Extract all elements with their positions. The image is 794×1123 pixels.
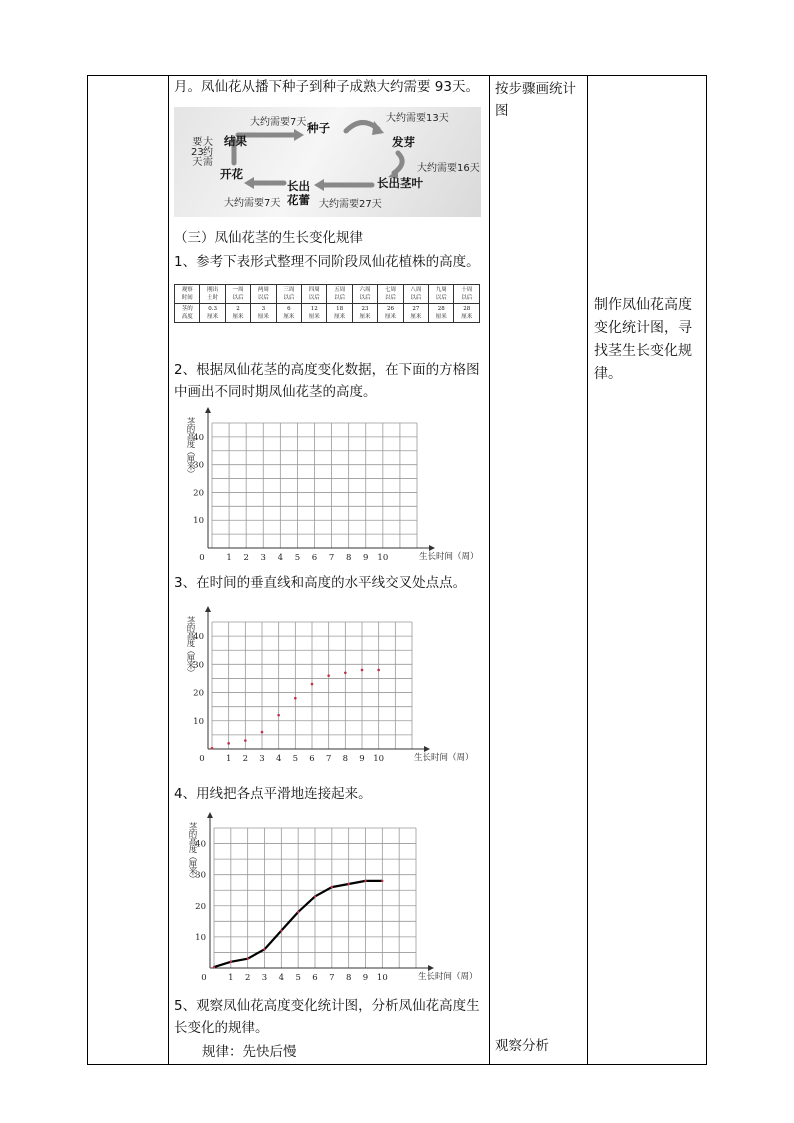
x-axis-arrow [429,545,435,551]
intro-line: 月。凤仙花从播下种子到种子成熟大约需要 93天。 [174,79,479,95]
stage-sprout: 发芽 [392,135,415,149]
data-point [244,739,247,742]
data-point [280,929,282,931]
table-cell-time-1: 刚出 土时 [200,285,225,304]
y-tick-label: 10 [193,516,204,527]
data-point [377,669,380,672]
x-tick-label: 3 [261,973,268,983]
x-tick-label: 10 [373,754,385,764]
x-tick-label: 10 [376,973,388,983]
data-point [327,674,330,677]
duration-sprout-stem: 大约需要16天 [417,163,480,174]
y-axis-label: 茎的高度（厘米） [185,616,195,676]
y-tick-label: 30 [193,460,204,471]
x-tick-label: 1 [225,754,232,764]
table-cell-time-7: 六周 以后 [352,285,377,304]
x-tick-label: 3 [259,754,265,764]
x-tick-label: 5 [294,553,301,563]
chart-empty-grid [180,408,480,563]
data-point [263,948,265,950]
table-cell-height-1: 0.3 厘米 [200,304,225,323]
table-cell-height-4: 6 厘米 [276,304,301,323]
y-axis-label: 茎的高度（厘米） [185,417,195,477]
y-tick-label: 40 [195,839,206,850]
x-tick-label: 6 [311,553,318,563]
x-axis-label: 生长时间（周） [414,753,474,763]
data-point [381,880,383,882]
duration-stem-bud: 大约需要27天 [319,199,382,210]
data-point [314,895,316,897]
x-tick-label: 7 [325,754,332,764]
arrow-sprout-stem [394,153,402,173]
table-cell-height-3: 3 厘米 [251,304,276,323]
data-point [261,731,264,734]
step5-text: 5、观察凤仙花高度变化统计图，分析凤仙花高度生长变化的规律。 [174,998,480,1036]
table-cell-time-3: 两周 以后 [251,285,276,304]
step2-text: 2、根据凤仙花茎的高度变化数据，在下面的方格图中画出不同时期凤仙花茎的高度。 [174,362,480,400]
x-tick-label: 10 [377,553,389,563]
table-cell-height-2: 2 厘米 [225,304,250,323]
table-cell-height-8: 26 厘米 [378,304,403,323]
data-point [331,886,333,888]
data-point [227,742,230,745]
table-col-empty [87,75,169,1065]
y-tick-label: 30 [195,870,206,881]
x-tick-label: 8 [345,973,352,983]
table-cell-time-8: 七周 以后 [378,285,403,304]
data-point [211,747,214,750]
table-cell-time-10: 九周 以后 [429,285,454,304]
x-tick-label: 0 [201,973,207,983]
table-row-height [175,304,480,323]
data-point [344,672,347,675]
x-tick-label: 2 [244,973,251,983]
stage-seed: 种子 [307,121,330,135]
duration-seed-sprout: 大约需要13天 [386,113,449,124]
x-axis-arrow [428,965,434,971]
x-tick-label: 5 [295,973,301,983]
rule-text: 规律：先快后慢 [202,1044,297,1060]
table-col-intent [587,75,707,1065]
stage-fruit: 结果 [224,134,247,148]
y-tick-label: 20 [193,488,204,499]
y-tick-label: 20 [193,688,204,699]
table-cell-height-0: 茎的 高度 [175,304,200,323]
data-point [311,683,314,686]
y-axis-arrow [207,812,213,818]
x-tick-label: 7 [328,553,335,563]
x-axis-arrow [424,746,430,752]
x-tick-label: 2 [242,754,249,764]
x-tick-label: 8 [345,553,352,563]
duration-flower-fruit-b: 大 约 需 [203,137,213,168]
step1-text: 1、参考下表形式整理不同阶段凤仙花植株的高度。 [174,254,480,270]
chart-line [180,810,480,983]
data-point [297,911,299,913]
x-tick-label: 1 [226,553,232,563]
table-cell-height-7: 23 厘米 [352,304,377,323]
x-tick-label: 9 [363,553,369,563]
x-tick-label: 1 [228,973,234,983]
table-cell-height-10: 28 厘米 [429,304,454,323]
step4-text: 4、用线把各点平滑地连接起来。 [174,786,372,802]
y-tick-label: 30 [193,660,204,671]
height-table [174,284,480,323]
data-point [364,880,366,882]
table-cell-time-4: 三周 以后 [276,285,301,304]
life-cycle-figure [174,107,481,217]
stage-flower: 开花 [220,167,243,181]
table-cell-time-9: 八周 以后 [403,285,428,304]
x-tick-label: 2 [243,553,249,563]
y-axis-label: 茎的高度（厘米） [187,822,197,882]
stage-bud: 长出 花蕾 [287,179,310,207]
table-row-time [175,285,480,304]
x-tick-label: 4 [277,553,284,563]
table-cell-time-11: 十周 以后 [454,285,480,304]
x-tick-label: 6 [312,973,318,983]
table-col-method [489,75,588,1065]
table-cell-time-2: 一周 以后 [225,285,250,304]
x-tick-label: 9 [362,973,369,983]
step3-text: 3、在时间的垂直线和高度的水平线交叉处点点。 [174,575,467,591]
x-axis-label: 生长时间（周） [418,972,478,982]
data-point [230,961,232,963]
y-tick-label: 40 [193,432,204,443]
y-tick-label: 10 [193,716,204,727]
y-axis-arrow [205,606,211,612]
duration-fruit-seed: 大约需要7天 [250,117,307,128]
x-tick-label: 3 [260,553,266,563]
table-cell-time-6: 五周 以后 [327,285,352,304]
table-cell-height-5: 12 厘米 [302,304,327,323]
stage-stem-leaf: 长出茎叶 [377,176,423,190]
x-tick-label: 0 [199,553,205,563]
x-tick-label: 4 [275,754,282,764]
x-tick-label: 5 [292,754,299,764]
data-point [277,714,280,717]
data-point [361,669,364,672]
section3-title: （三）凤仙花茎的生长变化规律 [174,230,363,246]
duration-bud-flower: 大约需要7天 [224,198,281,209]
y-tick-label: 20 [195,901,206,912]
data-point [246,957,248,959]
table-cell-height-9: 27 厘米 [403,304,428,323]
method-top: 按步骤画统计图 [495,81,576,119]
x-axis-label: 生长时间（周） [419,552,479,562]
x-tick-label: 7 [329,973,335,983]
x-tick-label: 0 [199,754,205,764]
x-tick-label: 6 [309,754,315,764]
data-point [347,883,349,885]
x-tick-label: 9 [359,754,365,764]
y-tick-label: 40 [193,632,204,643]
data-point [213,966,215,968]
method-bottom: 观察分析 [495,1038,549,1054]
table-cell-height-11: 28 厘米 [454,304,480,323]
y-tick-label: 10 [195,932,206,943]
table-cell-height-6: 18 厘米 [327,304,352,323]
intent-text: 制作凤仙花高度变化统计图，寻找茎生长变化规律。 [594,297,692,382]
table-cell-time-5: 四周 以后 [302,285,327,304]
chart-points [178,606,478,766]
table-cell-time-0: 观察 时间 [175,285,200,304]
y-axis-arrow [205,407,211,413]
x-tick-label: 8 [342,754,349,764]
x-tick-label: 4 [278,973,285,983]
duration-flower-fruit-a: 要 23 天 [191,137,204,168]
data-point [294,697,297,700]
